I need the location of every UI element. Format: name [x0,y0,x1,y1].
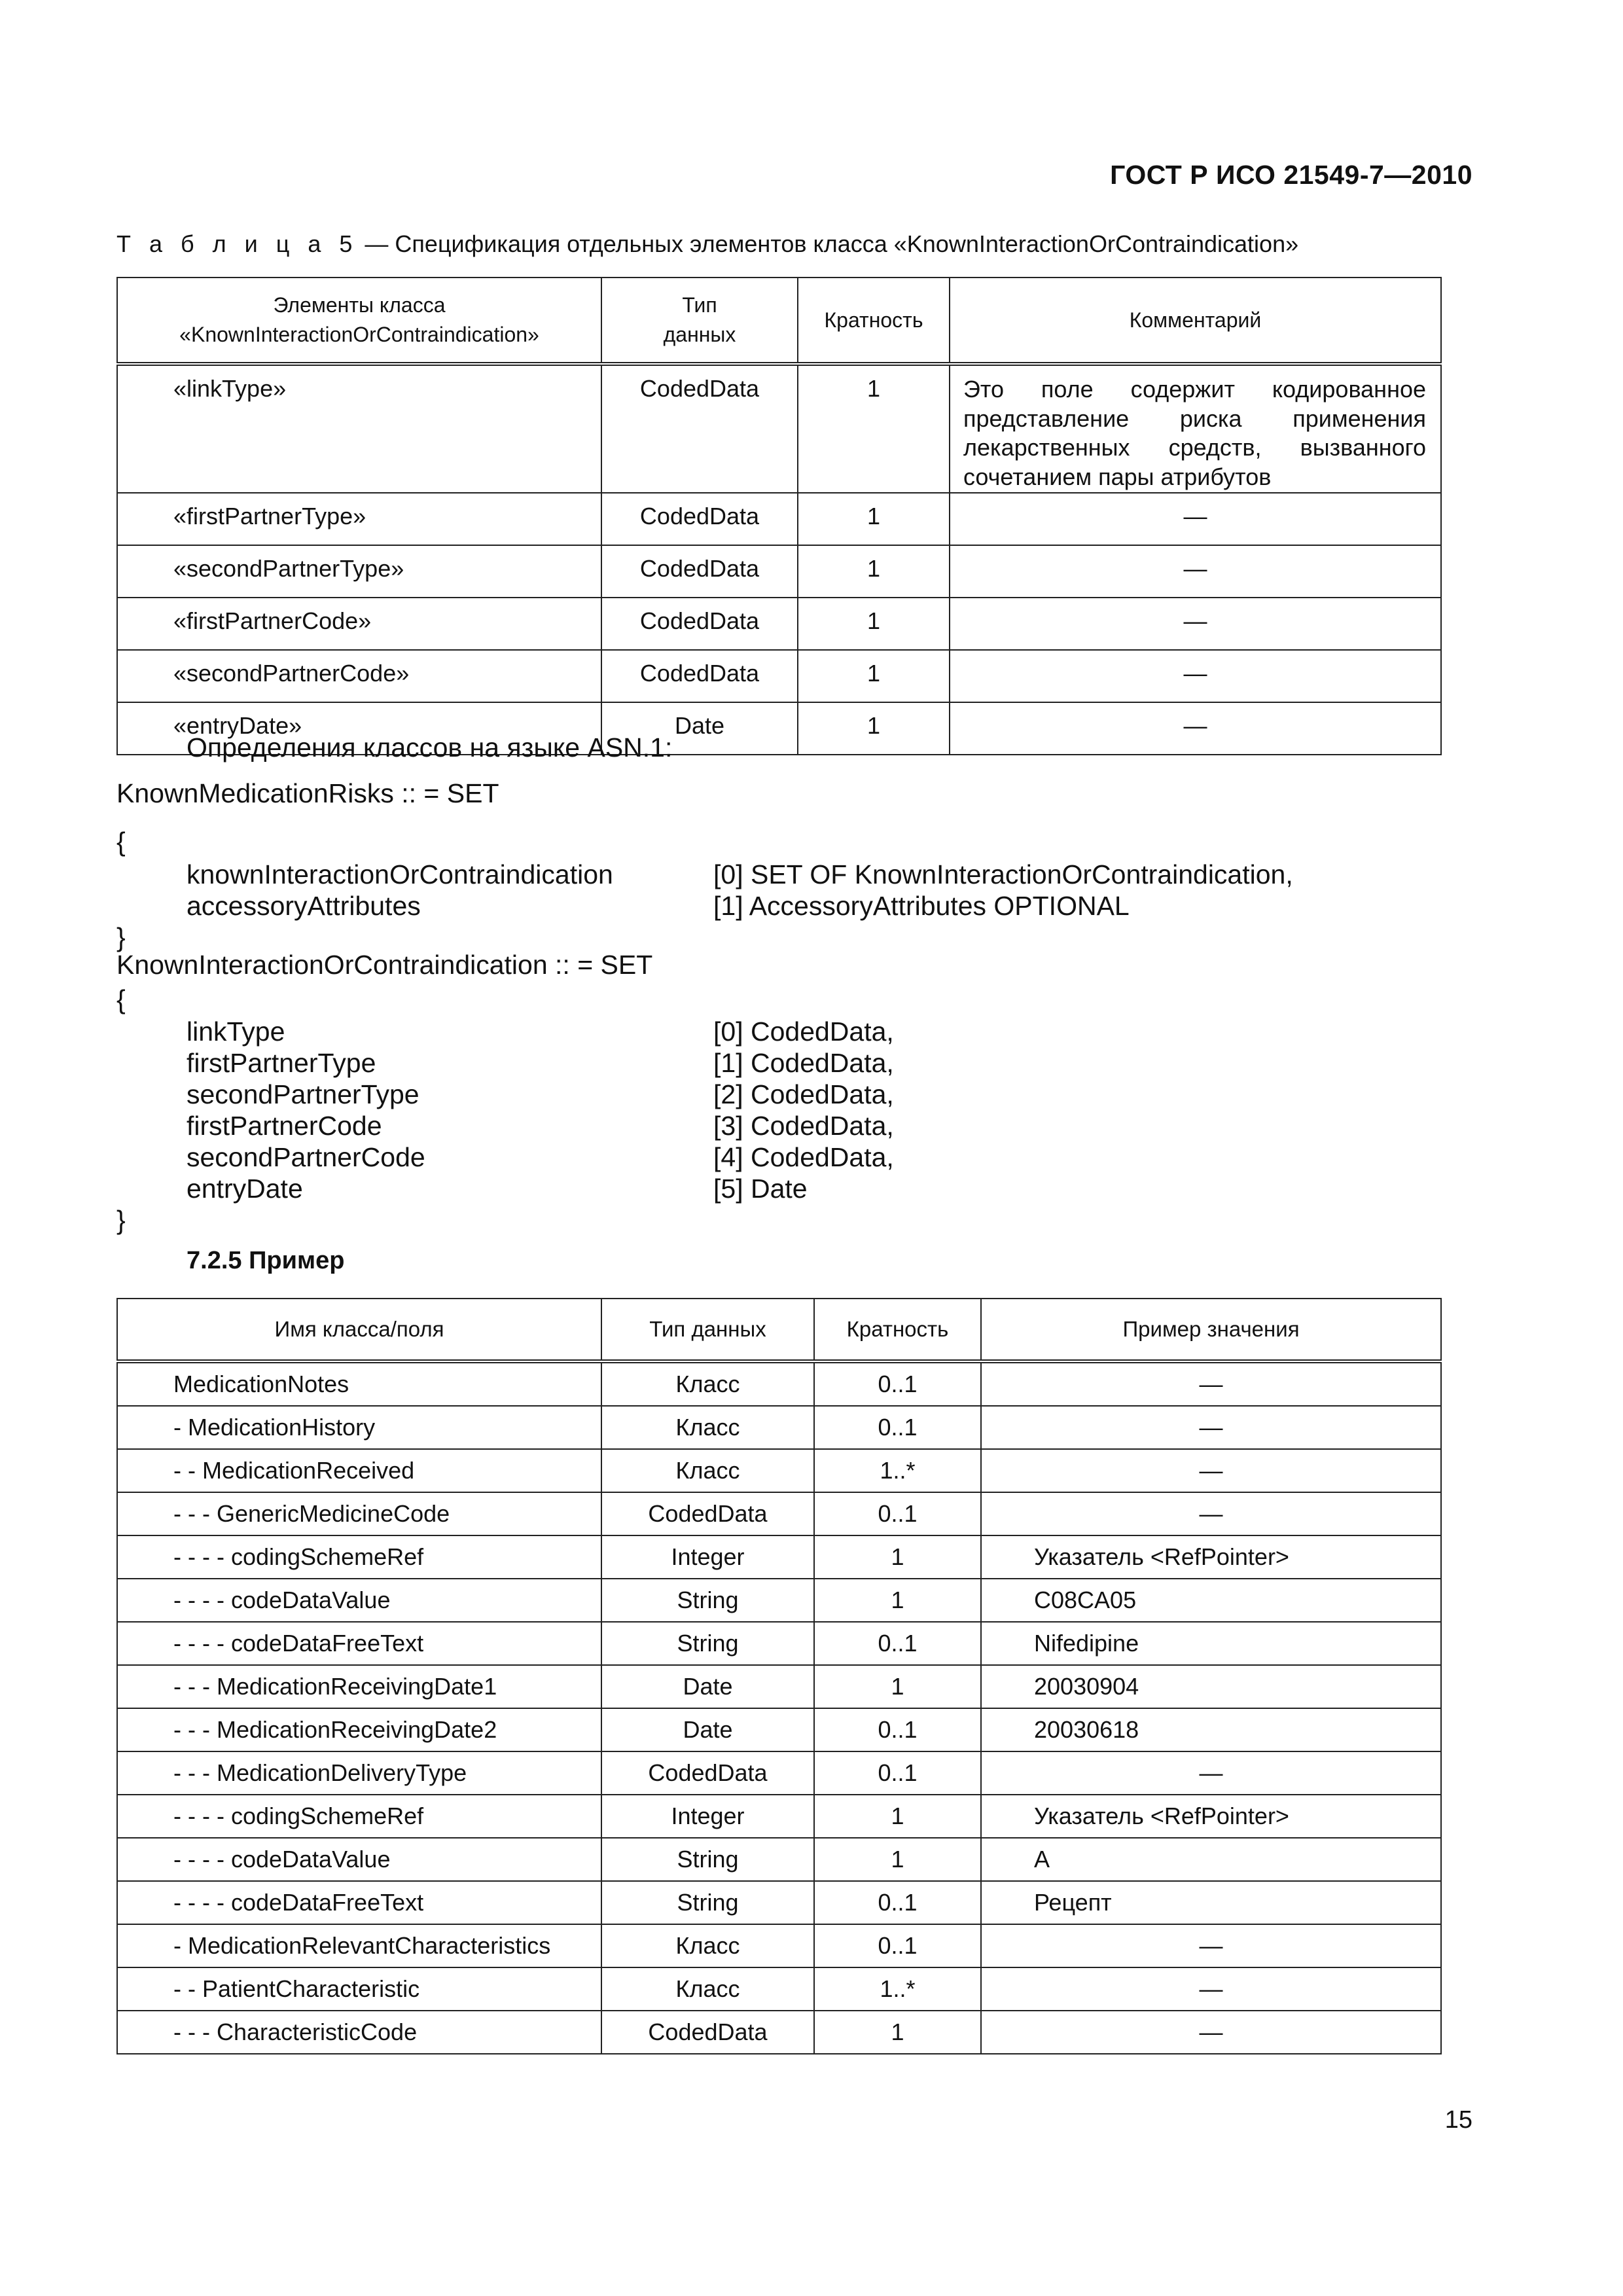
asn-line: { [116,827,126,857]
element-cell: «firstPartnerType» [117,493,601,545]
type-cell: CodedData [601,650,798,702]
example-value-cell: Указатель <RefPointer> [981,1795,1441,1838]
type-cell: CodedData [601,1751,814,1795]
asn-line: { [116,984,126,1014]
element-cell: «firstPartnerCode» [117,598,601,650]
multiplicity-cell: 1 [814,1795,981,1838]
example-value-cell: A [981,1838,1441,1881]
type-cell: CodedData [601,2011,814,2054]
header-comment: Комментарий [950,278,1441,364]
field-name-cell: - - - MedicationDeliveryType [117,1751,601,1795]
asn-line: entryDate [187,1174,303,1204]
header-example-value: Пример значения [981,1299,1441,1361]
multiplicity-cell: 1 [814,1579,981,1622]
asn-line: firstPartnerCode [187,1111,382,1141]
field-name-cell: - - PatientCharacteristic [117,1967,601,2011]
asn-line: KnownMedicationRisks :: = SET [116,778,499,808]
asn-line: knownInteractionOrContraindication [187,859,613,889]
asn-line: linkType [187,1016,285,1047]
element-cell: «entryDate» [117,702,601,755]
table-row [117,1579,1441,1622]
comment-cell: — [950,545,1441,598]
type-cell: CodedData [601,598,798,650]
example-value-cell: 20030904 [981,1665,1441,1708]
example-value-cell: C08CA05 [981,1579,1441,1622]
multiplicity-cell: 1 [798,364,950,493]
comment-cell: Это поле содержит кодированное представление риска применения лекарственных средств, вызванного сочетанием пары атрибутов [950,364,1441,493]
example-value-cell: 20030618 [981,1708,1441,1751]
table-caption-text: — Спецификация отдельных элементов класса «KnownInteractionOrContraindication» [358,230,1299,257]
type-cell: CodedData [601,545,798,598]
table-row [117,1751,1441,1795]
table-row [117,650,1441,702]
type-cell: Класс [601,1406,814,1449]
multiplicity-cell: 0..1 [814,1881,981,1924]
example-value-cell: — [981,1406,1441,1449]
header-type: Тип данных [601,278,798,364]
asn-intro: Определения классов на языке ASN.1: [187,732,673,762]
table-row [117,1406,1441,1449]
asn-line: accessoryAttributes [187,891,421,921]
multiplicity-cell: 0..1 [814,1924,981,1967]
multiplicity-cell: 0..1 [814,1361,981,1406]
field-name-cell: - - - - codingSchemeRef [117,1535,601,1579]
header-multiplicity: Кратность [798,278,950,364]
table-row [117,545,1441,598]
field-name-cell: - - - - codeDataValue [117,1838,601,1881]
multiplicity-cell: 1 [814,1665,981,1708]
section-title: 7.2.5 Пример [187,1247,345,1274]
field-name-cell: - - - MedicationReceivingDate1 [117,1665,601,1708]
type-cell: String [601,1622,814,1665]
asn-line: } [116,1205,126,1235]
table-row [117,1795,1441,1838]
field-name-cell: - - - CharacteristicCode [117,2011,601,2054]
type-cell: CodedData [601,364,798,493]
asn-line: [0] CodedData, [713,1016,894,1047]
asn-line: [4] CodedData, [713,1142,894,1172]
page-number: 15 [1444,2106,1472,2134]
field-name-cell: - - - - codingSchemeRef [117,1795,601,1838]
multiplicity-cell: 1 [814,1838,981,1881]
field-name-cell: - MedicationHistory [117,1406,601,1449]
example-value-cell: Указатель <RefPointer> [981,1535,1441,1579]
multiplicity-cell: 1 [798,650,950,702]
field-name-cell: - - MedicationReceived [117,1449,601,1492]
header-elements-line2: «KnownInteractionOrContraindication» [179,323,539,346]
multiplicity-cell: 1 [814,1535,981,1579]
type-cell: Integer [601,1535,814,1579]
element-cell: «secondPartnerType» [117,545,601,598]
asn-line: [3] CodedData, [713,1111,894,1141]
type-cell: Класс [601,1967,814,2011]
header-elements [117,278,601,364]
multiplicity-cell: 1..* [814,1449,981,1492]
type-cell: Date [601,702,798,755]
asn-line: [1] AccessoryAttributes OPTIONAL [713,891,1130,921]
asn-line: [5] Date [713,1174,808,1204]
asn-line: secondPartnerCode [187,1142,425,1172]
table-row [117,1665,1441,1708]
table-row [117,1622,1441,1665]
comment-cell: — [950,493,1441,545]
example-value-cell: — [981,1361,1441,1406]
comment-cell: — [950,702,1441,755]
example-value-cell: — [981,2011,1441,2054]
header-elements-line1: Элементы класса [273,293,446,317]
multiplicity-cell: 0..1 [814,1622,981,1665]
header-multiplicity: Кратность [814,1299,981,1361]
header-type: Тип данных [601,1299,814,1361]
field-name-cell: - - - GenericMedicineCode [117,1492,601,1535]
field-name-cell: - MedicationRelevantCharacteristics [117,1924,601,1967]
field-name-cell: - - - - codeDataValue [117,1579,601,1622]
asn-line: } [116,922,126,952]
asn-line: secondPartnerType [187,1079,419,1109]
table-row [117,1924,1441,1967]
table-row [117,598,1441,650]
asn-line: [2] CodedData, [713,1079,894,1109]
type-cell: Класс [601,1924,814,1967]
type-cell: String [601,1881,814,1924]
field-name-cell: - - - MedicationReceivingDate2 [117,1708,601,1751]
table-row [117,1492,1441,1535]
table-header-row [117,1299,1441,1361]
example-value-cell: Рецепт [981,1881,1441,1924]
type-cell: CodedData [601,1492,814,1535]
table-row [117,1361,1441,1406]
multiplicity-cell: 0..1 [814,1406,981,1449]
table-row [117,1708,1441,1751]
type-cell: Класс [601,1449,814,1492]
table-row [117,1838,1441,1881]
multiplicity-cell: 0..1 [814,1751,981,1795]
example-value-cell: — [981,1449,1441,1492]
table-row [117,364,1441,493]
type-cell: String [601,1579,814,1622]
type-cell: CodedData [601,493,798,545]
table-caption [116,230,1298,258]
comment-cell: — [950,650,1441,702]
table-caption-prefix: Т а б л и ц а 5 [116,230,359,257]
type-cell: Date [601,1708,814,1751]
asn-line: [1] CodedData, [713,1048,894,1078]
table-row [117,1967,1441,2011]
table-row [117,1449,1441,1492]
comment-cell: — [950,598,1441,650]
type-cell: Date [601,1665,814,1708]
field-name-cell: MedicationNotes [117,1361,601,1406]
asn-line: firstPartnerType [187,1048,376,1078]
multiplicity-cell: 0..1 [814,1708,981,1751]
field-name-cell: - - - - codeDataFreeText [117,1881,601,1924]
header-name: Имя класса/поля [117,1299,601,1361]
example-table [116,1298,1442,2054]
multiplicity-cell: 1 [798,702,950,755]
table-row [117,2011,1441,2054]
table-row [117,1881,1441,1924]
multiplicity-cell: 1..* [814,1967,981,2011]
field-name-cell: - - - - codeDataFreeText [117,1622,601,1665]
multiplicity-cell: 0..1 [814,1492,981,1535]
example-value-cell: — [981,1492,1441,1535]
multiplicity-cell: 1 [814,2011,981,2054]
asn-line: [0] SET OF KnownInteractionOrContraindication, [713,859,1293,889]
table-header-row [117,278,1441,364]
type-cell: Integer [601,1795,814,1838]
element-cell: «linkType» [117,364,601,493]
type-cell: Класс [601,1361,814,1406]
multiplicity-cell: 1 [798,493,950,545]
specification-table [116,277,1442,755]
table-row [117,1535,1441,1579]
example-value-cell: Nifedipine [981,1622,1441,1665]
type-cell: String [601,1838,814,1881]
standard-header: ГОСТ Р ИСО 21549-7—2010 [1110,160,1472,190]
multiplicity-cell: 1 [798,598,950,650]
example-value-cell: — [981,1967,1441,2011]
element-cell: «secondPartnerCode» [117,650,601,702]
table-row [117,493,1441,545]
asn-line: KnownInteractionOrContraindication :: = SET [116,950,653,980]
example-value-cell: — [981,1751,1441,1795]
multiplicity-cell: 1 [798,545,950,598]
example-value-cell: — [981,1924,1441,1967]
